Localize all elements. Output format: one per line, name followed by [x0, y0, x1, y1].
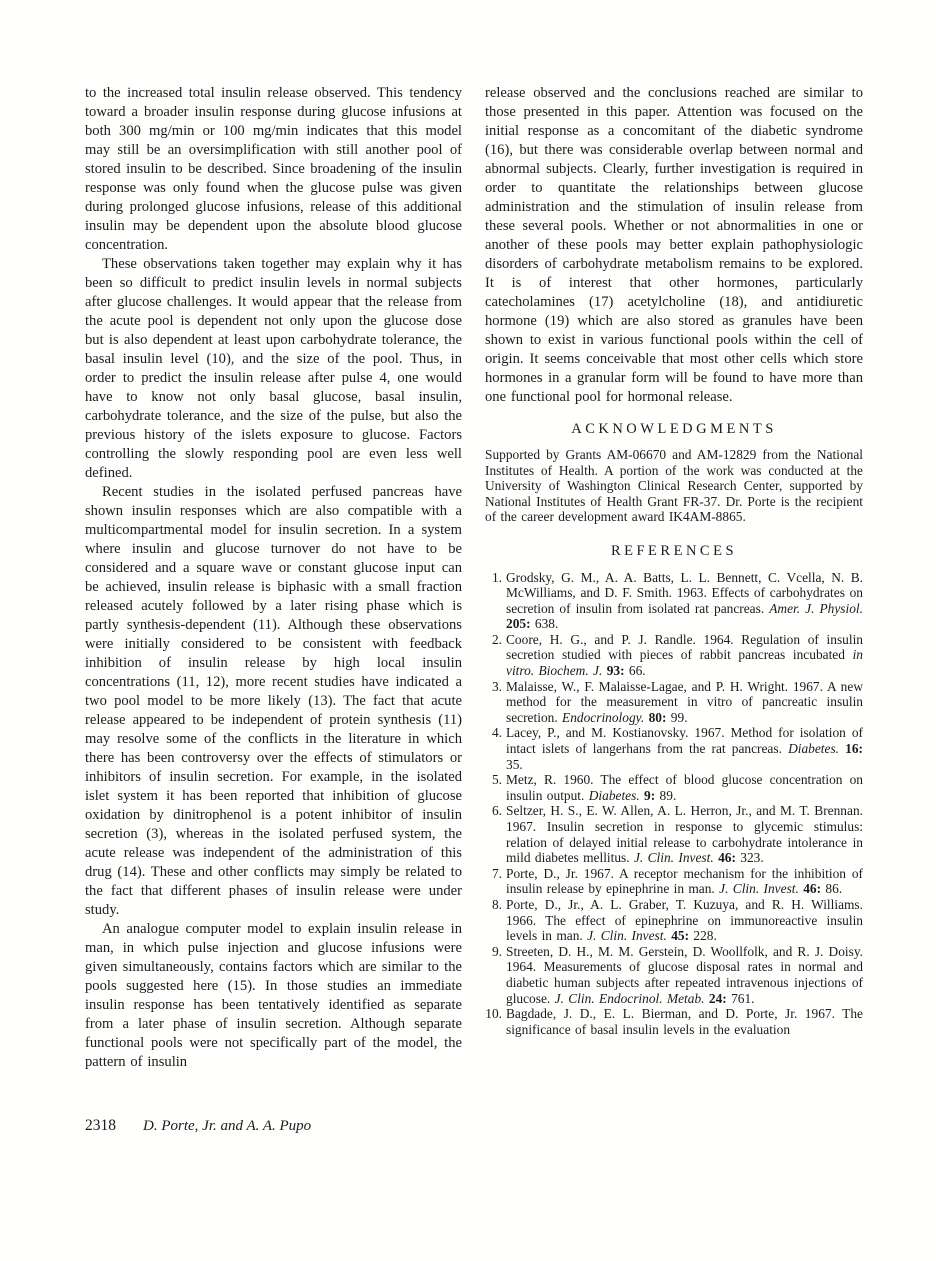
acknowledgments-heading: ACKNOWLEDGMENTS [571, 421, 777, 437]
body-paragraph: to the increased total insulin release observed. This tendency toward a broader insulin response during glucose infusions at both 300 mg/min or 100 mg/min indicates that this model may still be an oversimplification with still another pool of stored insulin to be described. Since broadening of the insulin response was only found when the glucose pulse was given during prolonged glucose infusions, release of this additional insulin may be dependent upon the absolute blood glucose concentration. [85, 85, 462, 253]
reference-number: 9. [491, 943, 502, 959]
reference-item [485, 772, 863, 803]
reference-text: Porte, D., Jr., A. L. Graber, T. Kuzuya, and R. H. Williams. 1966. The effect of epinephrine on immunoreactive insulin levels in man. J. Clin. Invest. 45: 228. [506, 896, 863, 944]
running-authors: D. Porte, Jr. and A. A. Pupo [143, 1118, 312, 1134]
reference-number: 10. [485, 1006, 502, 1022]
reference-text: Streeten, D. H., M. M. Gerstein, D. Woollfolk, and R. J. Doisy. 1964. Measurements of glucose disposal rates in normal and diabetic human subjects after repeated intravenous injections of glucose. J. Clin. Endocrinol. Metab. 24: 761. [506, 943, 863, 1006]
reference-item [485, 803, 863, 865]
references-heading: REFERENCES [610, 542, 738, 559]
reference-text: Coore, H. G., and P. J. Randle. 1964. Regulation of insulin secretion studied with pieces of rabbit pancreas incubated in vitro. Biochem. J. 93: 66. [506, 631, 863, 679]
page-number: 2318 [85, 1117, 116, 1134]
reference-item [485, 632, 863, 679]
reference-item [485, 866, 863, 897]
reference-number: 4. [491, 725, 502, 741]
reference-item [485, 897, 863, 944]
acknowledgments-text: Supported by Grants AM-06670 and AM-12829 from the National Institutes of Health. A portion of the work was conducted at the University of Washington Clinical Research Center, supported by National Institutes of Health Grant FR-37. Dr. Porte is the recipient of the career development award IK4AM-8865. [485, 447, 863, 524]
reference-number: 2. [491, 631, 502, 647]
reference-text: Lacey, P., and M. Kostianovsky. 1967. Method for isolation of intact islets of langerhans from the rat pancreas. Diabetes. 16: 35. [506, 725, 863, 772]
reference-number: 8. [491, 896, 502, 912]
reference-text: Seltzer, H. S., E. W. Allen, A. L. Herron, Jr., and M. T. Brennan. 1967. Insulin secretion in response to glycemic stimulus: relation of delayed initial release to carbohydrate intolerance in mild diabetes mellitus. J. Clin. Invest. 46: 323. [506, 803, 863, 866]
reference-item [485, 1006, 863, 1037]
page-footer [85, 1117, 311, 1135]
reference-number: 7. [491, 865, 502, 881]
reference-item [485, 725, 863, 772]
right-text-column [485, 84, 863, 1037]
reference-text: Grodsky, G. M., A. A. Batts, L. L. Bennett, C. Vcella, N. B. McWilliams, and D. F. Smith. 1963. Effects of carbohydrates on secretion of insulin from isolated rat pancreas. Amer. J. Physiol. 205: 638. [506, 569, 863, 632]
reference-number: 1. [491, 569, 502, 585]
reference-text: Porte, D., Jr. 1967. A receptor mechanism for the inhibition of insulin release by epinephrine in man. J. Clin. Invest. 46: 86. [506, 865, 863, 897]
reference-text: Malaisse, W., F. Malaisse-Lagae, and P. H. Wright. 1967. A new method for the measurement in vitro of pancreatic insulin secretion. Endocrinology. 80: 99. [506, 678, 863, 725]
references-list [485, 570, 863, 1038]
reference-text: Metz, R. 1960. The effect of blood glucose concentration on insulin output. Diabetes. 9: 89. [506, 772, 863, 803]
reference-item [485, 570, 863, 632]
reference-number: 5. [491, 772, 502, 788]
left-text-column [85, 84, 462, 1072]
reference-number: 3. [491, 678, 502, 694]
reference-text: Bagdade, J. D., E. L. Bierman, and D. Porte, Jr. 1967. The significance of basal insulin levels in the evaluation [506, 1006, 863, 1037]
body-paragraph: Recent studies in the isolated perfused pancreas have shown insulin responses which are also compatible with a multicompartmental model for insulin secretion. In a system where insulin and glucose turnover do not have to be considered and a square wave or constant glucose input can be achieved, insulin release is biphasic with a small fraction released acutely followed by a later rising phase which is partly synthesis-dependent (11). Although these observations were initially considered to be consistent with feedback inhibition of insulin release by high local insulin concentrations (11, 12), more recent studies have indicated a two pool model to be more likely (13). The fact that acute release appeared to be independent of protein synthesis (11) may resolve some of the conflicts in the literature in which there has been controversy over the effects of stimulators or inhibitors of insulin secretion. For example, in the isolated islet system it has been reported that inhibition of glucose oxidation by dinitrophenol is a potent inhibitor of insulin secretion (3), whereas in the isolated perfused system, the acute release was independent of the administration of this drug (14). These and other conflicts may simply be related to the fact that different phases of insulin release were under study. [85, 484, 462, 918]
body-paragraph: release observed and the conclusions reached are similar to those presented in this paper. Attention was focused on the initial response as a concomitant of the diabetic syndrome (16), but there was considerable overlap between normal and abnormal subjects. Clearly, further investigation is required in order to quantitate the relationships between glucose administration and the stimulation of insulin release from these several pools. Whether or not abnormalities in one or another of these pools may better explain pathophysiologic disorders of carbohydrate metabolism remains to be explored. It is of interest that other hormones, particularly catecholamines (17) acetylcholine (18), and antidiuretic hormone (19) which are also stored as granules have been shown to exist in various functional pools within the cell of origin. It seems conceivable that most other cells which store hormones in a granular form will be found to have more than one functional pool for hormonal release. [485, 85, 863, 405]
reference-item [485, 944, 863, 1006]
body-paragraph: An analogue computer model to explain insulin release in man, in which pulse injection and glucose infusions were given simultaneously, contains factors which are similar to the pools suggested here (15). In those studies an immediate insulin response has been tentatively identified as separate from a later phase of insulin secretion. Although separate functional pools were not specifically part of the model, the pattern of insulin [85, 921, 462, 1070]
body-paragraph: These observations taken together may explain why it has been so difficult to predict insulin levels in normal subjects after glucose challenges. It would appear that the release from the acute pool is dependent not only upon the glucose dose but is also dependent at least upon carbohydrate tolerance, the basal insulin level (10), and the size of the pool. Thus, in order to predict the insulin release after pulse 4, one would have to know not only basal glucose, basal insulin, carbohydrate tolerance, and the size of the pulse, but also the previous history of the islets exposure to glucose. Factors controlling the slowly responding pool are even less well defined. [85, 256, 462, 481]
reference-number: 6. [491, 803, 502, 819]
reference-item [485, 679, 863, 726]
